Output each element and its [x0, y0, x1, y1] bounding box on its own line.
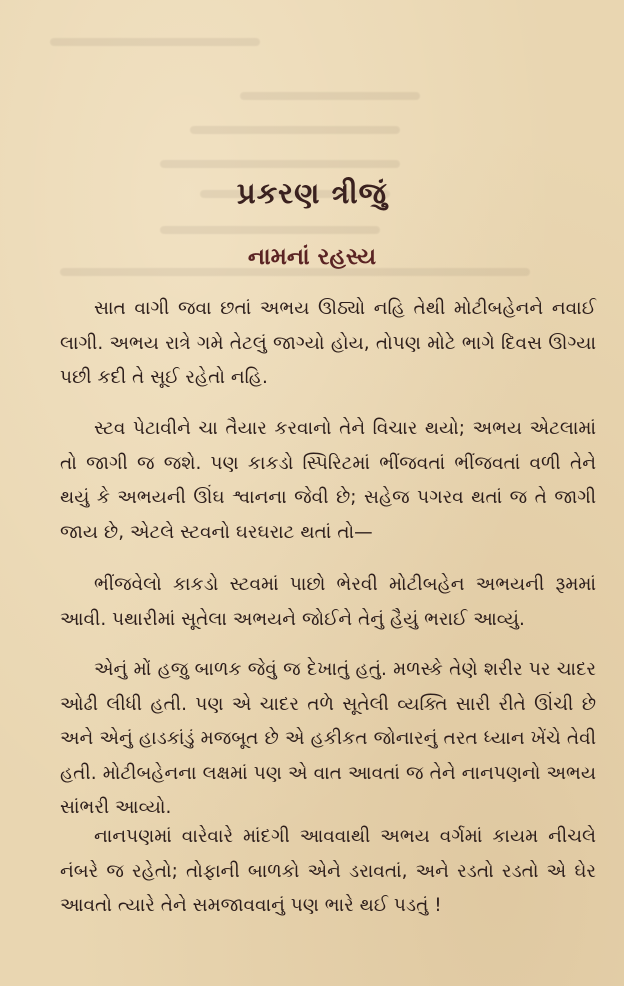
chapter-title: નામનાં રહસ્ય: [247, 244, 377, 270]
paragraph-1: સાત વાગી જવા છતાં અભય ઊઠ્યો નહિ તેથી મોટીબહેનને નવાઈ લાગી. અભય રાત્રે ગમે તેટલું જાગ્યો હોય, તોપણ મોટે ભાગે દિવસ ઊગ્યા પછી કદી તે સૂઈ રહેતો નહિ.: [60, 298, 596, 388]
paragraph-5: નાનપણમાં વારેવારે માંદગી આવવાથી અભય વર્ગમાં કાયમ નીચલે નંબરે જ રહેતો; તોફાની બાળકો એને ડરાવતાં, અને રડતો રડતો એ ઘેર આવતો ત્યારે તેને સમજાવવાનું પણ ભારે થઈ પડતું !: [60, 826, 596, 916]
chapter-heading: પ્રકરણ ત્રીજું: [236, 176, 388, 210]
paragraph-2: સ્ટવ પેટાવીને ચા તૈયાર કરવાનો તેને વિચાર થયો; અભય એટલામાં તો જાગી જ જશે. પણ કાકડો સ્પિરિટમાં ભીંજવતાં ભીંજવતાં વળી તેને થયું કે અભયની ઊંઘ શ્વાનના જેવી છે; સહેજ પગરવ થતાં જ તે જાગી જાય છે, એટલે સ્ટવનો ઘરઘરાટ થતાં તો—: [60, 418, 596, 543]
paragraph-4: એનું મોં હજુ બાળક જેવું જ દેખાતું હતું. મળસ્કે તેણે શરીર પર ચાદર ઓઢી લીધી હતી. પણ એ ચાદર તળે સૂતેલી વ્યક્તિ સારી રીતે ઊંચી છે અને એનું હાડકાંડું મજબૂત છે એ હકીકત જોનારનું તરત ધ્યાન ખેંચે તેવી હતી. મોટીબહેનના લક્ષમાં પણ એ વાત આવતાં જ તેને નાનપણનો અભય સાંભરી આવ્યો.: [60, 659, 596, 818]
paragraph-3: ભીંજવેલો કાકડો સ્ટવમાં પાછો ભેરવી મોટીબહેન અભયની રૂમમાં આવી. પથારીમાં સૂતેલા અભયને જોઈને તેનું હૈયું ભરાઈ આવ્યું.: [60, 574, 596, 630]
